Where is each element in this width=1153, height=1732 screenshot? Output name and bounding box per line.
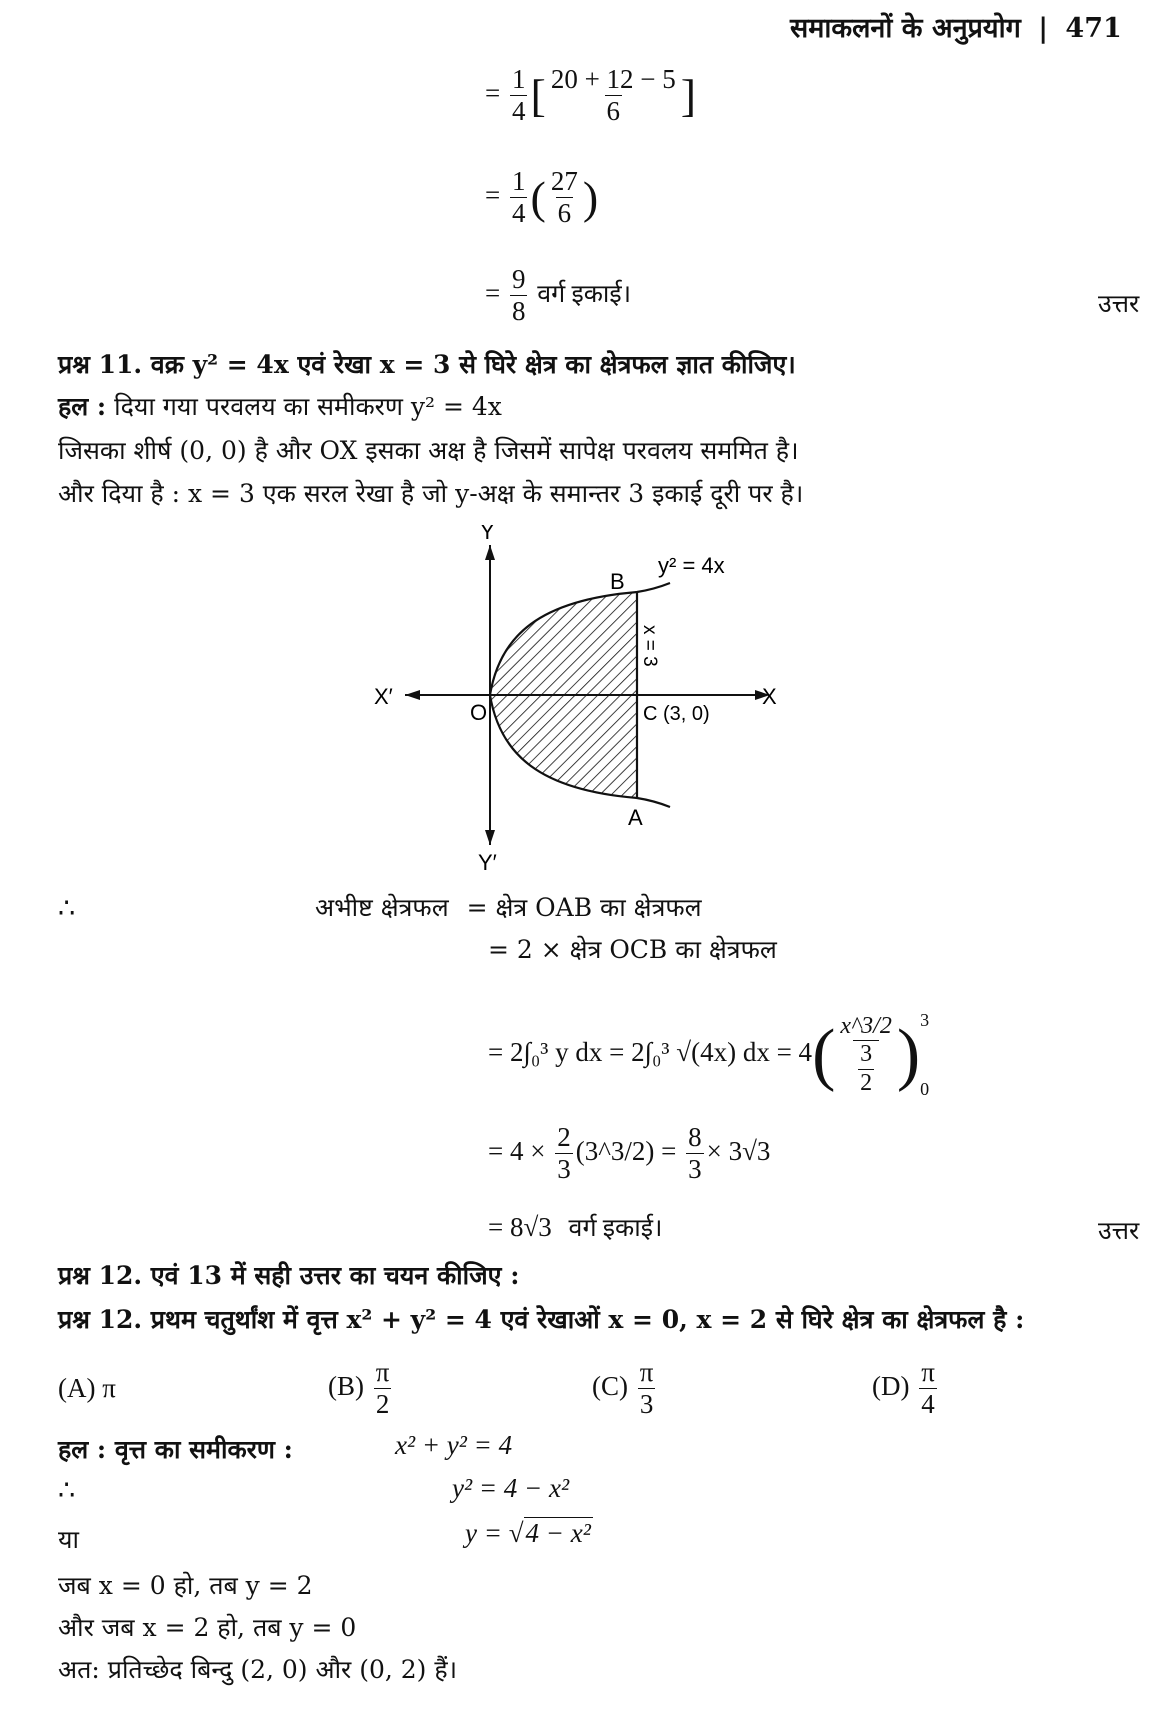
q12-line-c: अत: प्रतिच्छेद बिन्दु (2, 0) और (0, 2) हैं।	[58, 1655, 458, 1684]
area-line-5: = 8√3 वर्ग इकाई।	[488, 1212, 663, 1242]
y-arrow	[485, 545, 495, 560]
label-line: x = 3	[639, 625, 660, 667]
parabola-graph	[360, 525, 780, 875]
calc-line-2: = $\frac{1}{4}$ ( $\frac{27}{6}$ )	[485, 166, 599, 229]
q12-solution-label: हल : वृत्त का समीकरण :	[58, 1435, 293, 1464]
q12-line-a: जब x = 0 हो, तब y = 2	[58, 1571, 313, 1600]
calc-line-3: = $\frac{9}{8}$ वर्ग इकाई।	[485, 264, 632, 327]
label-x: X	[762, 684, 777, 709]
y-neg-arrow	[485, 830, 495, 845]
question-11-title: प्रश्न 11. वक्र y² = 4x एवं रेखा x = 3 से घिरे क्षेत्र का क्षेत्रफल ज्ञात कीजिए।	[58, 350, 796, 379]
q12-or: या	[58, 1525, 79, 1554]
option-c: (C) $\frac{\pi}{3}$	[592, 1357, 654, 1420]
x-neg-arrow	[405, 690, 420, 700]
option-b: (B) $\frac{\pi}{2}$	[328, 1357, 390, 1420]
label-point-c: C (3, 0)	[643, 703, 710, 725]
area-line-1: अभीष्ट क्षेत्रफल = क्षेत्र OAB का क्षेत्रफल	[315, 893, 702, 922]
therefore-symbol-2: ∴	[58, 1475, 76, 1505]
option-a: (A) π	[58, 1373, 116, 1403]
running-header	[790, 8, 1122, 45]
q11-solution-line-3: और दिया है : x = 3 एक सरल रेखा है जो y-अक्ष के समान्तर 3 इकाई दूरी पर है।	[58, 479, 804, 508]
q11-solution-line-1: हल : दिया गया परवलय का समीकरण y² = 4x	[58, 392, 502, 421]
label-origin: O	[470, 700, 488, 725]
therefore-symbol-1: ∴	[58, 893, 76, 923]
q12-eq-1: x² + y² = 4	[395, 1430, 513, 1460]
answer-label-1: उत्तर	[1098, 289, 1140, 318]
answer-label-2: उत्तर	[1098, 1216, 1140, 1245]
q12-line-b: और जब x = 2 हो, तब y = 0	[58, 1613, 357, 1642]
chapter-title: समाकलनों के अनुप्रयोग	[790, 13, 1021, 44]
question-12-intro: प्रश्न 12. एवं 13 में सही उत्तर का चयन कीजिए :	[58, 1261, 520, 1290]
q11-solution-line-2: जिसका शीर्ष (0, 0) है और OX इसका अक्ष है जिसमें सापेक्ष परवलय सममित है।	[58, 436, 799, 465]
page-number: 471	[1065, 13, 1122, 44]
question-12-title: प्रश्न 12. प्रथम चतुर्थांश में वृत्त x² + y² = 4 एवं रेखाओं x = 0, x = 2 से घिरे क्षेत्र का क्षेत्रफल है :	[58, 1305, 1025, 1334]
q12-eq-3: y = √4 − x²	[465, 1518, 591, 1548]
area-line-2: = 2 × क्षेत्र OCB का क्षेत्रफल	[488, 935, 777, 964]
q12-eq-2: y² = 4 − x²	[452, 1473, 570, 1503]
calc-line-1: = $\frac{1}{4}$ [ $\frac{20 + 12 - 5}{6}$ ]	[485, 64, 697, 127]
label-y: Y	[480, 525, 495, 544]
label-point-b: B	[610, 569, 625, 594]
header-separator: |	[1038, 13, 1049, 44]
label-y-neg: Y′	[478, 850, 497, 875]
label-x-neg: X′	[374, 684, 393, 709]
area-line-4: = 4 × $\frac{2}{3}$ (3^3/2) = $\frac{8}{3}$ × 3√3	[488, 1122, 771, 1185]
label-curve: y² = 4x	[658, 553, 725, 578]
option-d: (D) $\frac{\pi}{4}$	[872, 1357, 935, 1420]
label-point-a: A	[628, 805, 643, 830]
area-integral-line: = 2∫₀³ y dx = 2∫₀³ √(4x) dx = 4( $\frac{x\^{}3/2}{\frac{3}{2}}$ ) 3 0	[488, 1010, 930, 1099]
